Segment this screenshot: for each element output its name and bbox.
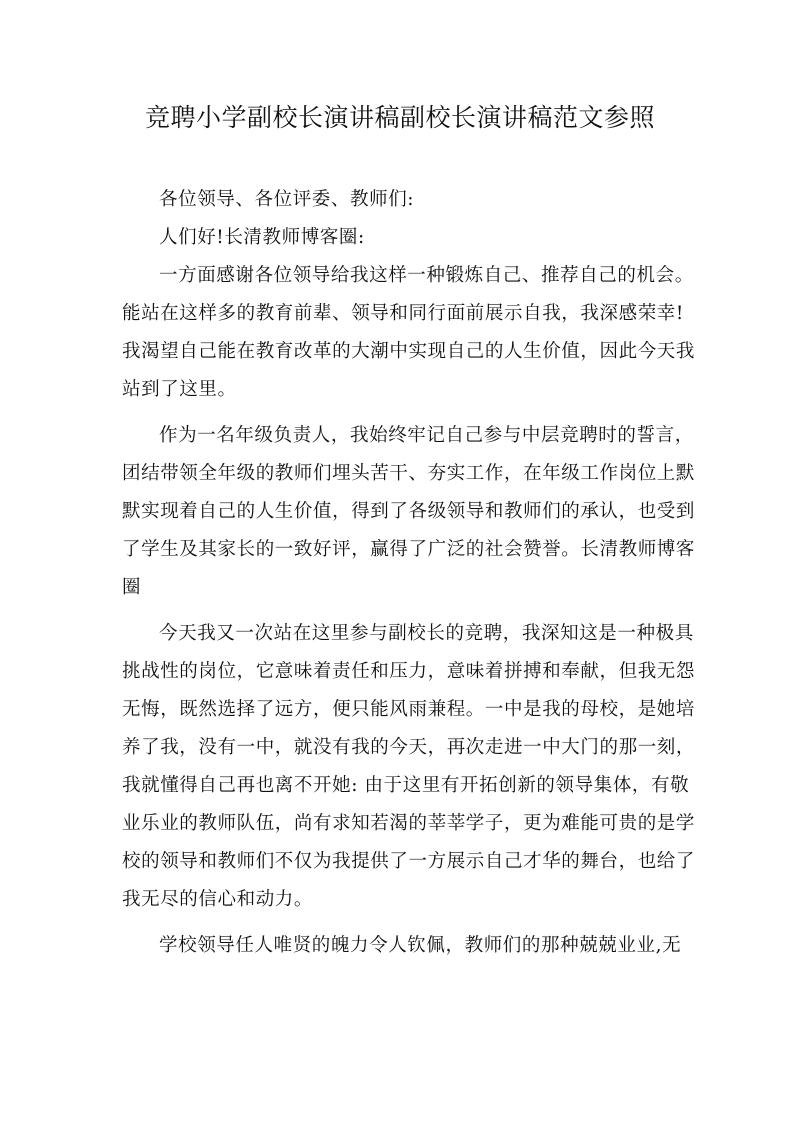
paragraph-1-line-2: 能站在这样多的教育前辈、领导和同行面前展示自我，我深感荣幸! (122, 303, 684, 324)
paragraph-3-line-7: 校的领导和教师们不仅为我提供了一方展示自己才华的舞台，也给了 (122, 851, 696, 872)
salutation-line: 各位领导、各位评委、教师们: (159, 189, 415, 210)
paragraph-3-line-5: 我就懂得自己再也离不开她: 由于这里有开拓创新的领导集体，有敬 (122, 775, 690, 796)
paragraph-2-line-2: 团结带领全年级的教师们埋头苦干、夯实工作，在年级工作岗位上默 (122, 463, 696, 484)
paragraph-1-line-3: 我渴望自己能在教育改革的大潮中实现自己的人生价值，因此今天我 (122, 341, 696, 362)
greeting-line: 人们好!长清教师博客圈: (159, 227, 365, 248)
document-title: 竞聘小学副校长演讲稿副校长演讲稿范文参照 (144, 103, 655, 132)
paragraph-3-line-1: 今天我又一次站在这里参与副校长的竞聘，我深知这是一种极具 (159, 623, 694, 644)
paragraph-2-line-4: 了学生及其家长的一致好评，赢得了广泛的社会赞誉。长清教师博客 (122, 539, 696, 560)
paragraph-3-line-2: 挑战性的岗位，它意味着责任和压力，意味着拼搏和奉献，但我无怨 (122, 661, 696, 682)
paragraph-3-line-8: 我无尽的信心和动力。 (122, 889, 314, 910)
paragraph-2-line-5: 圈 (122, 577, 142, 598)
paragraph-4-line-1: 学校领导任人唯贤的魄力令人钦佩，教师们的那种兢兢业业,无 (159, 935, 682, 956)
paragraph-1-line-4: 站到了这里。 (122, 379, 237, 400)
paragraph-3-line-6: 业乐业的教师队伍，尚有求知若渴的莘莘学子，更为难能可贵的是学 (122, 813, 696, 834)
paragraph-1-line-1: 一方面感谢各位领导给我这样一种锻炼自己、推荐自己的机会。 (159, 265, 694, 286)
paragraph-2-line-1: 作为一名年级负责人，我始终牢记自己参与中层竞聘时的誓言， (159, 425, 694, 446)
paragraph-2-line-3: 默实现着自己的人生价值，得到了各级领导和教师们的承认，也受到 (122, 501, 696, 522)
paragraph-3-line-3: 无悔，既然选择了远方，便只能风雨兼程。一中是我的母校，是她培 (122, 699, 696, 720)
document-body (122, 181, 696, 965)
paragraph-3-line-4: 养了我，没有一中，就没有我的今天，再次走进一中大门的那一刻， (122, 737, 696, 758)
